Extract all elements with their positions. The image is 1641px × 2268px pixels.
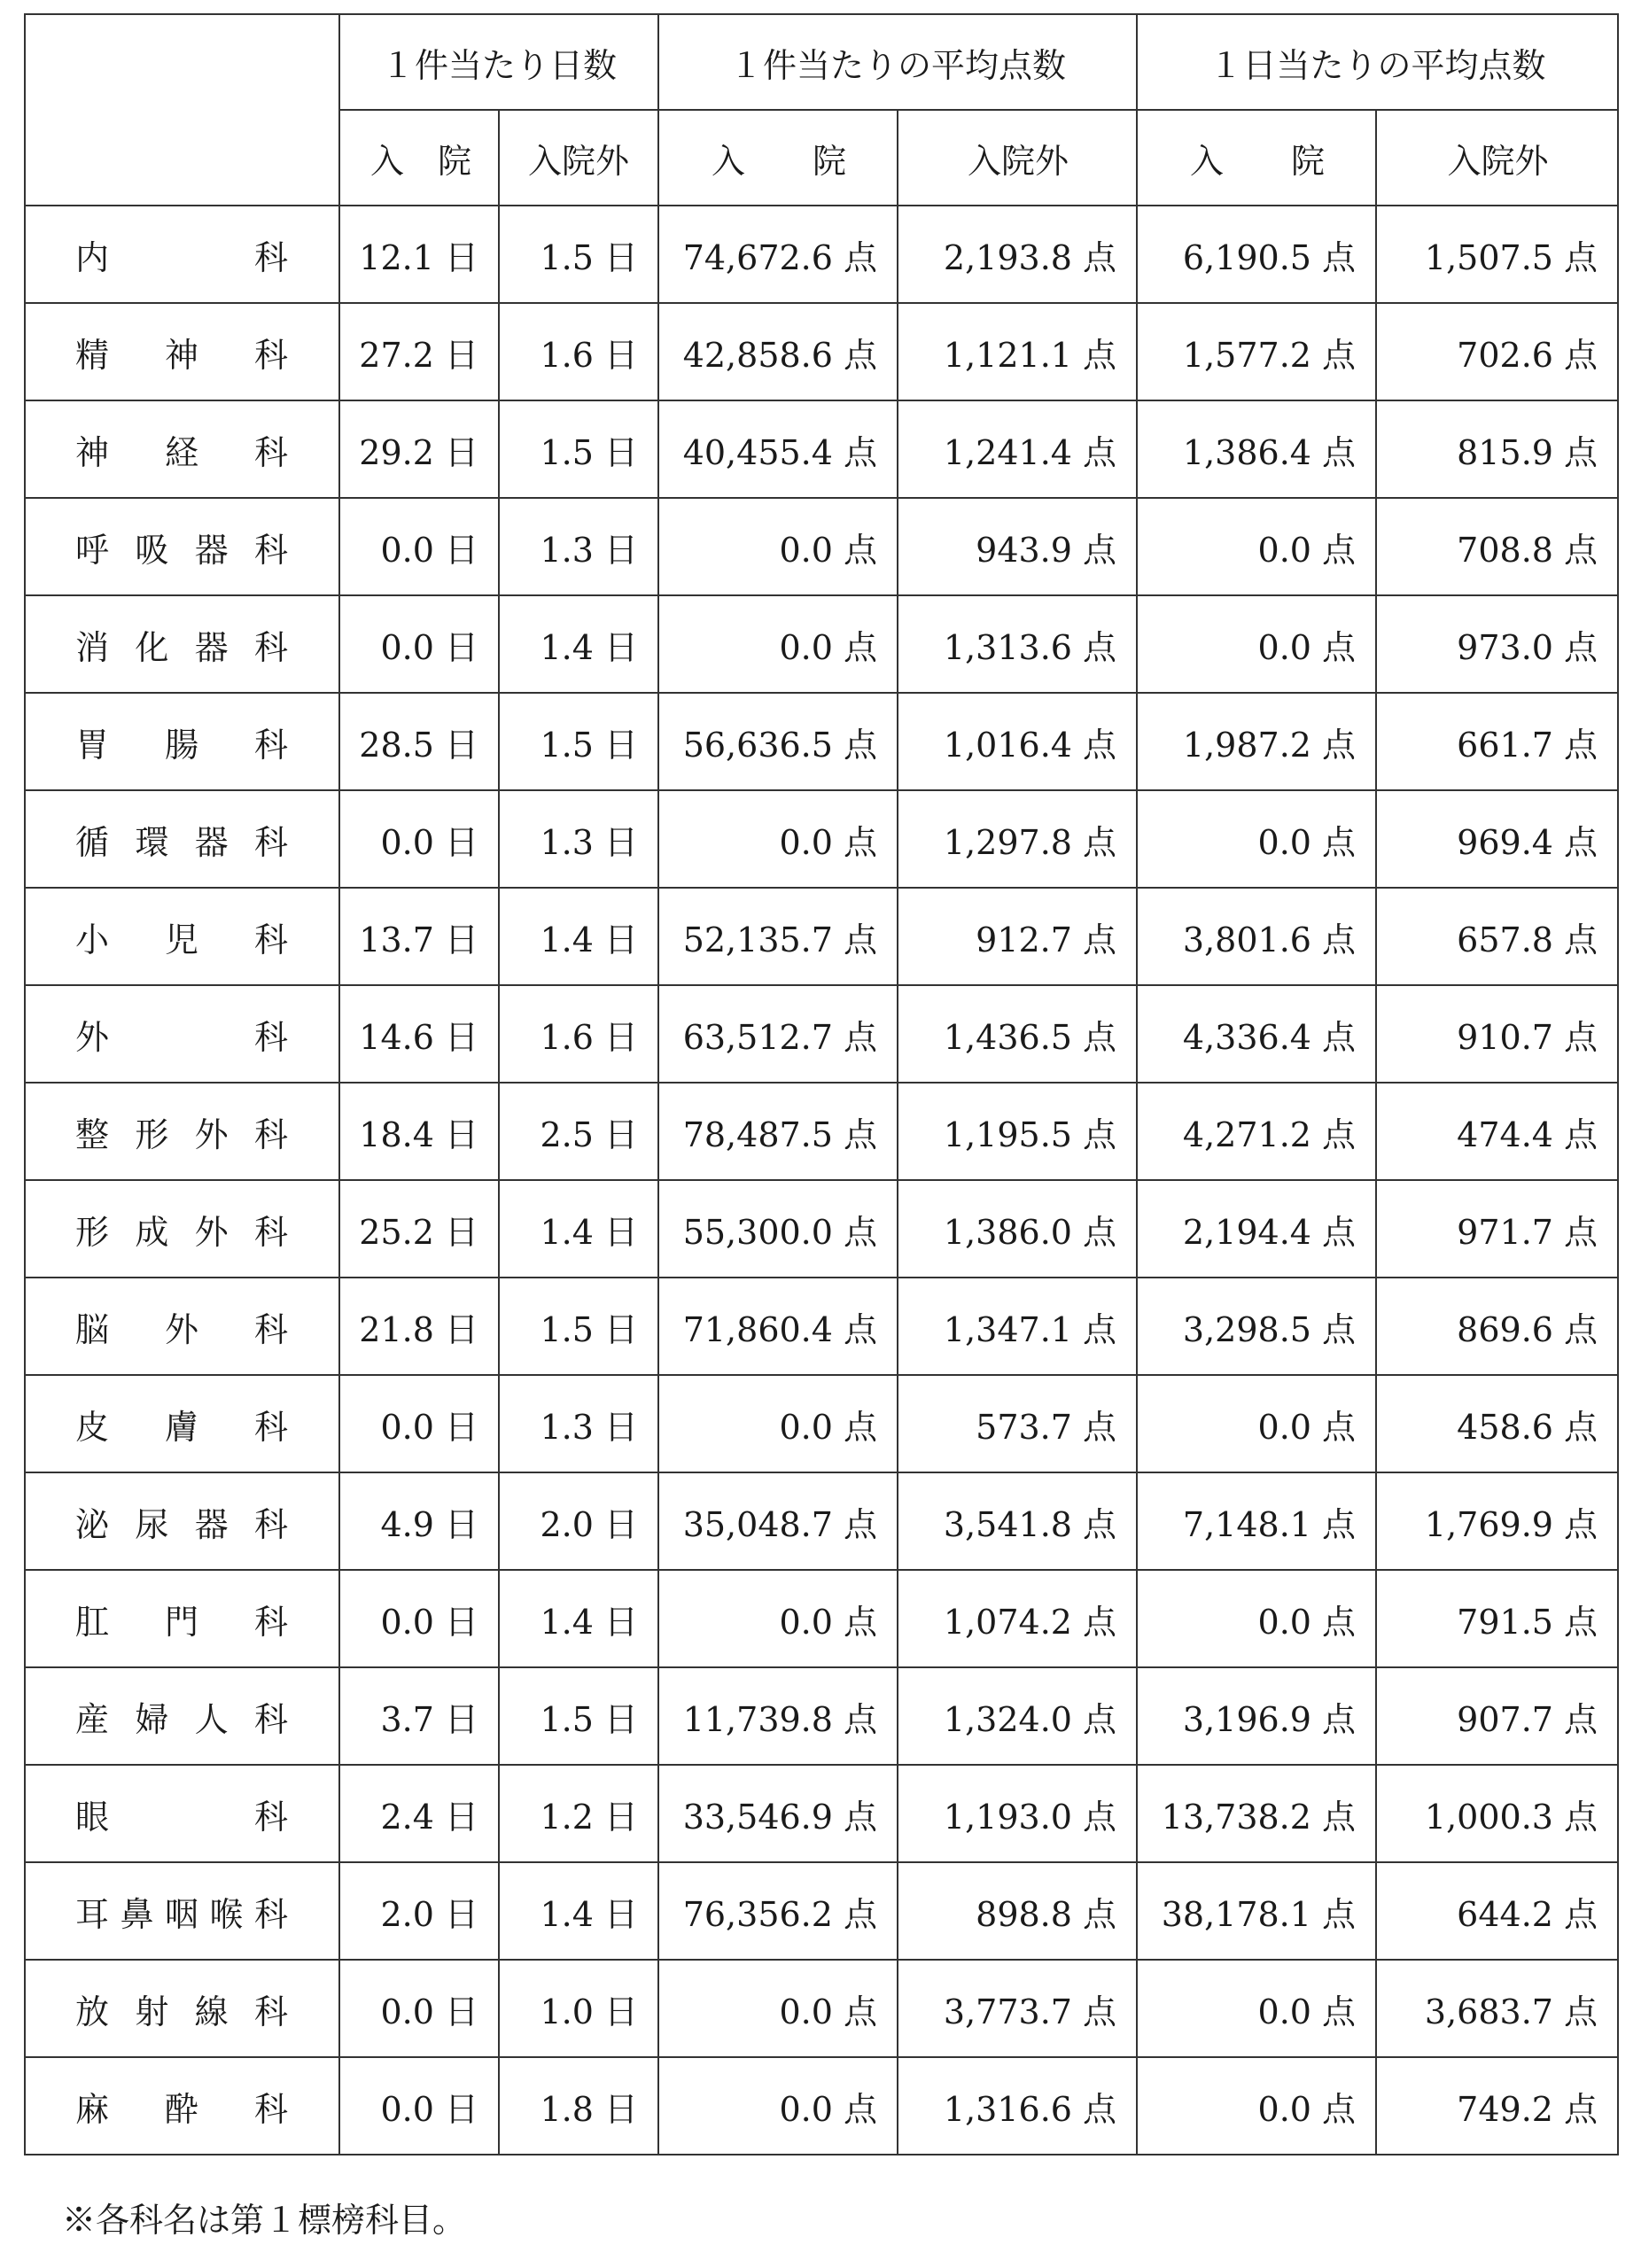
avg-points-per-case-inpatient-cell: 35,048.7 点 [658,1472,898,1570]
table-row [25,2057,1618,2155]
department-name: 耳鼻咽喉科 [75,1894,288,1934]
avg-points-per-case-inpatient-cell: 76,356.2 点 [658,1862,898,1960]
department-name-cell [25,2057,339,2155]
department-name-cell [25,1765,339,1862]
department-name: 脳 外 科 [75,1309,288,1349]
days-per-case-outpatient-cell: 1.4 日 [499,888,658,985]
avg-points-per-day-inpatient-cell: 0.0 点 [1137,498,1376,595]
days-per-case-inpatient-cell: 14.6 日 [339,985,499,1083]
table-row [25,1765,1618,1862]
avg-points-per-case-inpatient-cell: 33,546.9 点 [658,1765,898,1862]
table-row [25,595,1618,693]
department-name: 消化器科 [75,627,288,667]
department-name: 外 科 [75,1017,288,1057]
avg-points-per-day-outpatient-cell: 1,000.3 点 [1376,1765,1618,1862]
header-case-inpatient: 入 院 [658,110,898,206]
avg-points-per-case-outpatient-cell: 1,016.4 点 [898,693,1137,790]
department-name-cell [25,1180,339,1278]
table-row [25,1375,1618,1472]
avg-points-per-day-outpatient-cell: 708.8 点 [1376,498,1618,595]
avg-points-per-day-inpatient-cell: 0.0 点 [1137,1375,1376,1472]
avg-points-per-day-outpatient-cell: 869.6 点 [1376,1278,1618,1375]
days-per-case-inpatient-cell: 0.0 日 [339,498,499,595]
avg-points-per-day-inpatient-cell: 13,738.2 点 [1137,1765,1376,1862]
avg-points-per-case-inpatient-cell: 0.0 点 [658,2057,898,2155]
days-per-case-outpatient-cell: 1.5 日 [499,206,658,303]
avg-points-per-case-outpatient-cell: 1,313.6 点 [898,595,1137,693]
days-per-case-inpatient-cell: 0.0 日 [339,1570,499,1667]
department-name: 形成外科 [75,1212,288,1252]
avg-points-per-day-outpatient-cell: 815.9 点 [1376,400,1618,498]
days-per-case-inpatient-cell: 4.9 日 [339,1472,499,1570]
avg-points-per-day-outpatient-cell: 907.7 点 [1376,1667,1618,1765]
table-row [25,1862,1618,1960]
days-per-case-outpatient-cell: 1.5 日 [499,693,658,790]
table-row [25,400,1618,498]
table-row [25,888,1618,985]
department-name-cell [25,1570,339,1667]
days-per-case-inpatient-cell: 28.5 日 [339,693,499,790]
avg-points-per-case-outpatient-cell: 1,316.6 点 [898,2057,1137,2155]
avg-points-per-day-inpatient-cell: 2,194.4 点 [1137,1180,1376,1278]
table-row [25,1180,1618,1278]
avg-points-per-day-inpatient-cell: 0.0 点 [1137,2057,1376,2155]
department-name-cell [25,1083,339,1180]
avg-points-per-day-inpatient-cell: 0.0 点 [1137,1960,1376,2057]
days-per-case-inpatient-cell: 12.1 日 [339,206,499,303]
department-name-cell [25,1862,339,1960]
table-row [25,206,1618,303]
table-row [25,693,1618,790]
avg-points-per-day-outpatient-cell: 969.4 点 [1376,790,1618,888]
avg-points-per-case-outpatient-cell: 1,297.8 点 [898,790,1137,888]
department-name: 麻 酔 科 [75,2089,288,2129]
header-day-inpatient: 入 院 [1137,110,1376,206]
department-name-cell [25,1375,339,1472]
avg-points-per-case-outpatient-cell: 1,324.0 点 [898,1667,1137,1765]
days-per-case-outpatient-cell: 1.2 日 [499,1765,658,1862]
avg-points-per-day-inpatient-cell: 1,987.2 点 [1137,693,1376,790]
table-row [25,1083,1618,1180]
avg-points-per-day-inpatient-cell: 3,298.5 点 [1137,1278,1376,1375]
days-per-case-outpatient-cell: 1.3 日 [499,790,658,888]
avg-points-per-case-outpatient-cell: 1,074.2 点 [898,1570,1137,1667]
avg-points-per-case-inpatient-cell: 0.0 点 [658,790,898,888]
avg-points-per-case-outpatient-cell: 912.7 点 [898,888,1137,985]
department-name-cell [25,595,339,693]
avg-points-per-case-outpatient-cell: 1,195.5 点 [898,1083,1137,1180]
table-row [25,1472,1618,1570]
avg-points-per-day-inpatient-cell: 6,190.5 点 [1137,206,1376,303]
footnote: ※各科名は第１標榜科目。 [62,2201,467,2240]
department-name: 皮 膚 科 [75,1407,288,1447]
header-days-per-case: １件当たり日数 [339,14,658,110]
avg-points-per-case-inpatient-cell: 78,487.5 点 [658,1083,898,1180]
department-name-cell [25,693,339,790]
days-per-case-inpatient-cell: 21.8 日 [339,1278,499,1375]
days-per-case-inpatient-cell: 0.0 日 [339,1375,499,1472]
department-name: 呼吸器科 [75,530,288,570]
department-name: 神 経 科 [75,432,288,472]
avg-points-per-case-inpatient-cell: 0.0 点 [658,1570,898,1667]
days-per-case-inpatient-cell: 18.4 日 [339,1083,499,1180]
department-name-cell [25,985,339,1083]
avg-points-per-case-outpatient-cell: 1,347.1 点 [898,1278,1137,1375]
avg-points-per-day-inpatient-cell: 1,386.4 点 [1137,400,1376,498]
avg-points-per-day-outpatient-cell: 644.2 点 [1376,1862,1618,1960]
avg-points-per-case-inpatient-cell: 63,512.7 点 [658,985,898,1083]
avg-points-per-case-outpatient-cell: 943.9 点 [898,498,1137,595]
avg-points-per-case-outpatient-cell: 3,773.7 点 [898,1960,1137,2057]
department-name: 小 児 科 [75,920,288,959]
department-name: 放射線科 [75,1992,288,2031]
avg-points-per-day-outpatient-cell: 1,769.9 点 [1376,1472,1618,1570]
department-name-cell [25,400,339,498]
table-body [25,206,1618,2155]
avg-points-per-case-inpatient-cell: 0.0 点 [658,595,898,693]
header-group-row [25,14,1618,110]
avg-points-per-case-inpatient-cell: 52,135.7 点 [658,888,898,985]
days-per-case-inpatient-cell: 0.0 日 [339,2057,499,2155]
days-per-case-outpatient-cell: 1.6 日 [499,303,658,400]
header-case-outpatient: 入院外 [898,110,1137,206]
days-per-case-inpatient-cell: 29.2 日 [339,400,499,498]
avg-points-per-day-outpatient-cell: 661.7 点 [1376,693,1618,790]
days-per-case-outpatient-cell: 2.0 日 [499,1472,658,1570]
header-days-inpatient: 入 院 [339,110,499,206]
avg-points-per-day-inpatient-cell: 0.0 点 [1137,790,1376,888]
avg-points-per-day-outpatient-cell: 458.6 点 [1376,1375,1618,1472]
days-per-case-inpatient-cell: 13.7 日 [339,888,499,985]
department-name: 整形外科 [75,1115,288,1154]
department-name-cell [25,1278,339,1375]
days-per-case-outpatient-cell: 1.0 日 [499,1960,658,2057]
avg-points-per-case-outpatient-cell: 1,436.5 点 [898,985,1137,1083]
avg-points-per-case-outpatient-cell: 1,193.0 点 [898,1765,1137,1862]
days-per-case-inpatient-cell: 2.0 日 [339,1862,499,1960]
header-days-outpatient: 入院外 [499,110,658,206]
header-day-outpatient: 入院外 [1376,110,1618,206]
avg-points-per-day-inpatient-cell: 3,801.6 点 [1137,888,1376,985]
avg-points-per-day-inpatient-cell: 4,336.4 点 [1137,985,1376,1083]
table-row [25,498,1618,595]
avg-points-per-case-inpatient-cell: 71,860.4 点 [658,1278,898,1375]
department-name-cell [25,303,339,400]
days-per-case-outpatient-cell: 1.3 日 [499,1375,658,1472]
table-row [25,303,1618,400]
department-name-cell [25,206,339,303]
department-name-cell [25,1960,339,2057]
avg-points-per-day-outpatient-cell: 749.2 点 [1376,2057,1618,2155]
days-per-case-outpatient-cell: 1.6 日 [499,985,658,1083]
days-per-case-outpatient-cell: 1.5 日 [499,1667,658,1765]
avg-points-per-day-outpatient-cell: 971.7 点 [1376,1180,1618,1278]
avg-points-per-day-outpatient-cell: 657.8 点 [1376,888,1618,985]
department-name-cell [25,790,339,888]
days-per-case-inpatient-cell: 3.7 日 [339,1667,499,1765]
avg-points-per-case-outpatient-cell: 2,193.8 点 [898,206,1137,303]
days-per-case-outpatient-cell: 1.4 日 [499,1180,658,1278]
avg-points-per-case-inpatient-cell: 56,636.5 点 [658,693,898,790]
days-per-case-inpatient-cell: 25.2 日 [339,1180,499,1278]
avg-points-per-case-inpatient-cell: 0.0 点 [658,498,898,595]
avg-points-per-case-outpatient-cell: 1,386.0 点 [898,1180,1137,1278]
department-name: 眼 科 [75,1797,288,1837]
table-row [25,1570,1618,1667]
avg-points-per-case-outpatient-cell: 1,121.1 点 [898,303,1137,400]
days-per-case-inpatient-cell: 27.2 日 [339,303,499,400]
stats-table [24,13,1619,2155]
avg-points-per-day-inpatient-cell: 38,178.1 点 [1137,1862,1376,1960]
department-name: 精 神 科 [75,335,288,375]
avg-points-per-case-outpatient-cell: 3,541.8 点 [898,1472,1137,1570]
avg-points-per-day-outpatient-cell: 791.5 点 [1376,1570,1618,1667]
days-per-case-outpatient-cell: 1.8 日 [499,2057,658,2155]
table-row [25,1960,1618,2057]
table-row [25,1667,1618,1765]
department-name: 胃 腸 科 [75,725,288,765]
days-per-case-outpatient-cell: 1.5 日 [499,400,658,498]
department-name: 産婦人科 [75,1699,288,1739]
avg-points-per-case-inpatient-cell: 74,672.6 点 [658,206,898,303]
department-name-cell [25,1472,339,1570]
days-per-case-outpatient-cell: 1.3 日 [499,498,658,595]
department-name: 肛 門 科 [75,1602,288,1642]
department-name-cell [25,888,339,985]
days-per-case-outpatient-cell: 2.5 日 [499,1083,658,1180]
days-per-case-outpatient-cell: 1.4 日 [499,595,658,693]
avg-points-per-case-inpatient-cell: 11,739.8 点 [658,1667,898,1765]
avg-points-per-case-inpatient-cell: 40,455.4 点 [658,400,898,498]
avg-points-per-day-outpatient-cell: 910.7 点 [1376,985,1618,1083]
department-name: 循環器科 [75,822,288,862]
avg-points-per-case-inpatient-cell: 0.0 点 [658,1960,898,2057]
avg-points-per-day-inpatient-cell: 0.0 点 [1137,1570,1376,1667]
avg-points-per-day-outpatient-cell: 973.0 点 [1376,595,1618,693]
avg-points-per-day-inpatient-cell: 1,577.2 点 [1137,303,1376,400]
days-per-case-inpatient-cell: 0.0 日 [339,595,499,693]
avg-points-per-day-outpatient-cell: 474.4 点 [1376,1083,1618,1180]
days-per-case-inpatient-cell: 0.0 日 [339,1960,499,2057]
avg-points-per-day-outpatient-cell: 3,683.7 点 [1376,1960,1618,2057]
department-name-cell [25,1667,339,1765]
department-name: 内 科 [75,237,288,277]
avg-points-per-case-outpatient-cell: 1,241.4 点 [898,400,1137,498]
header-avg-points-per-day: １日当たりの平均点数 [1137,14,1618,110]
avg-points-per-day-inpatient-cell: 0.0 点 [1137,595,1376,693]
department-name-cell [25,498,339,595]
avg-points-per-case-outpatient-cell: 898.8 点 [898,1862,1137,1960]
avg-points-per-day-outpatient-cell: 1,507.5 点 [1376,206,1618,303]
avg-points-per-day-inpatient-cell: 3,196.9 点 [1137,1667,1376,1765]
table-row [25,790,1618,888]
avg-points-per-day-inpatient-cell: 7,148.1 点 [1137,1472,1376,1570]
avg-points-per-case-inpatient-cell: 0.0 点 [658,1375,898,1472]
table-row [25,1278,1618,1375]
avg-points-per-case-inpatient-cell: 42,858.6 点 [658,303,898,400]
avg-points-per-case-inpatient-cell: 55,300.0 点 [658,1180,898,1278]
header-avg-points-per-case: １件当たりの平均点数 [658,14,1137,110]
header-corner-cell [25,14,339,206]
days-per-case-outpatient-cell: 1.4 日 [499,1570,658,1667]
avg-points-per-day-outpatient-cell: 702.6 点 [1376,303,1618,400]
days-per-case-inpatient-cell: 0.0 日 [339,790,499,888]
days-per-case-inpatient-cell: 2.4 日 [339,1765,499,1862]
table-row [25,985,1618,1083]
department-name: 泌尿器科 [75,1504,288,1544]
avg-points-per-day-inpatient-cell: 4,271.2 点 [1137,1083,1376,1180]
days-per-case-outpatient-cell: 1.4 日 [499,1862,658,1960]
avg-points-per-case-outpatient-cell: 573.7 点 [898,1375,1137,1472]
days-per-case-outpatient-cell: 1.5 日 [499,1278,658,1375]
